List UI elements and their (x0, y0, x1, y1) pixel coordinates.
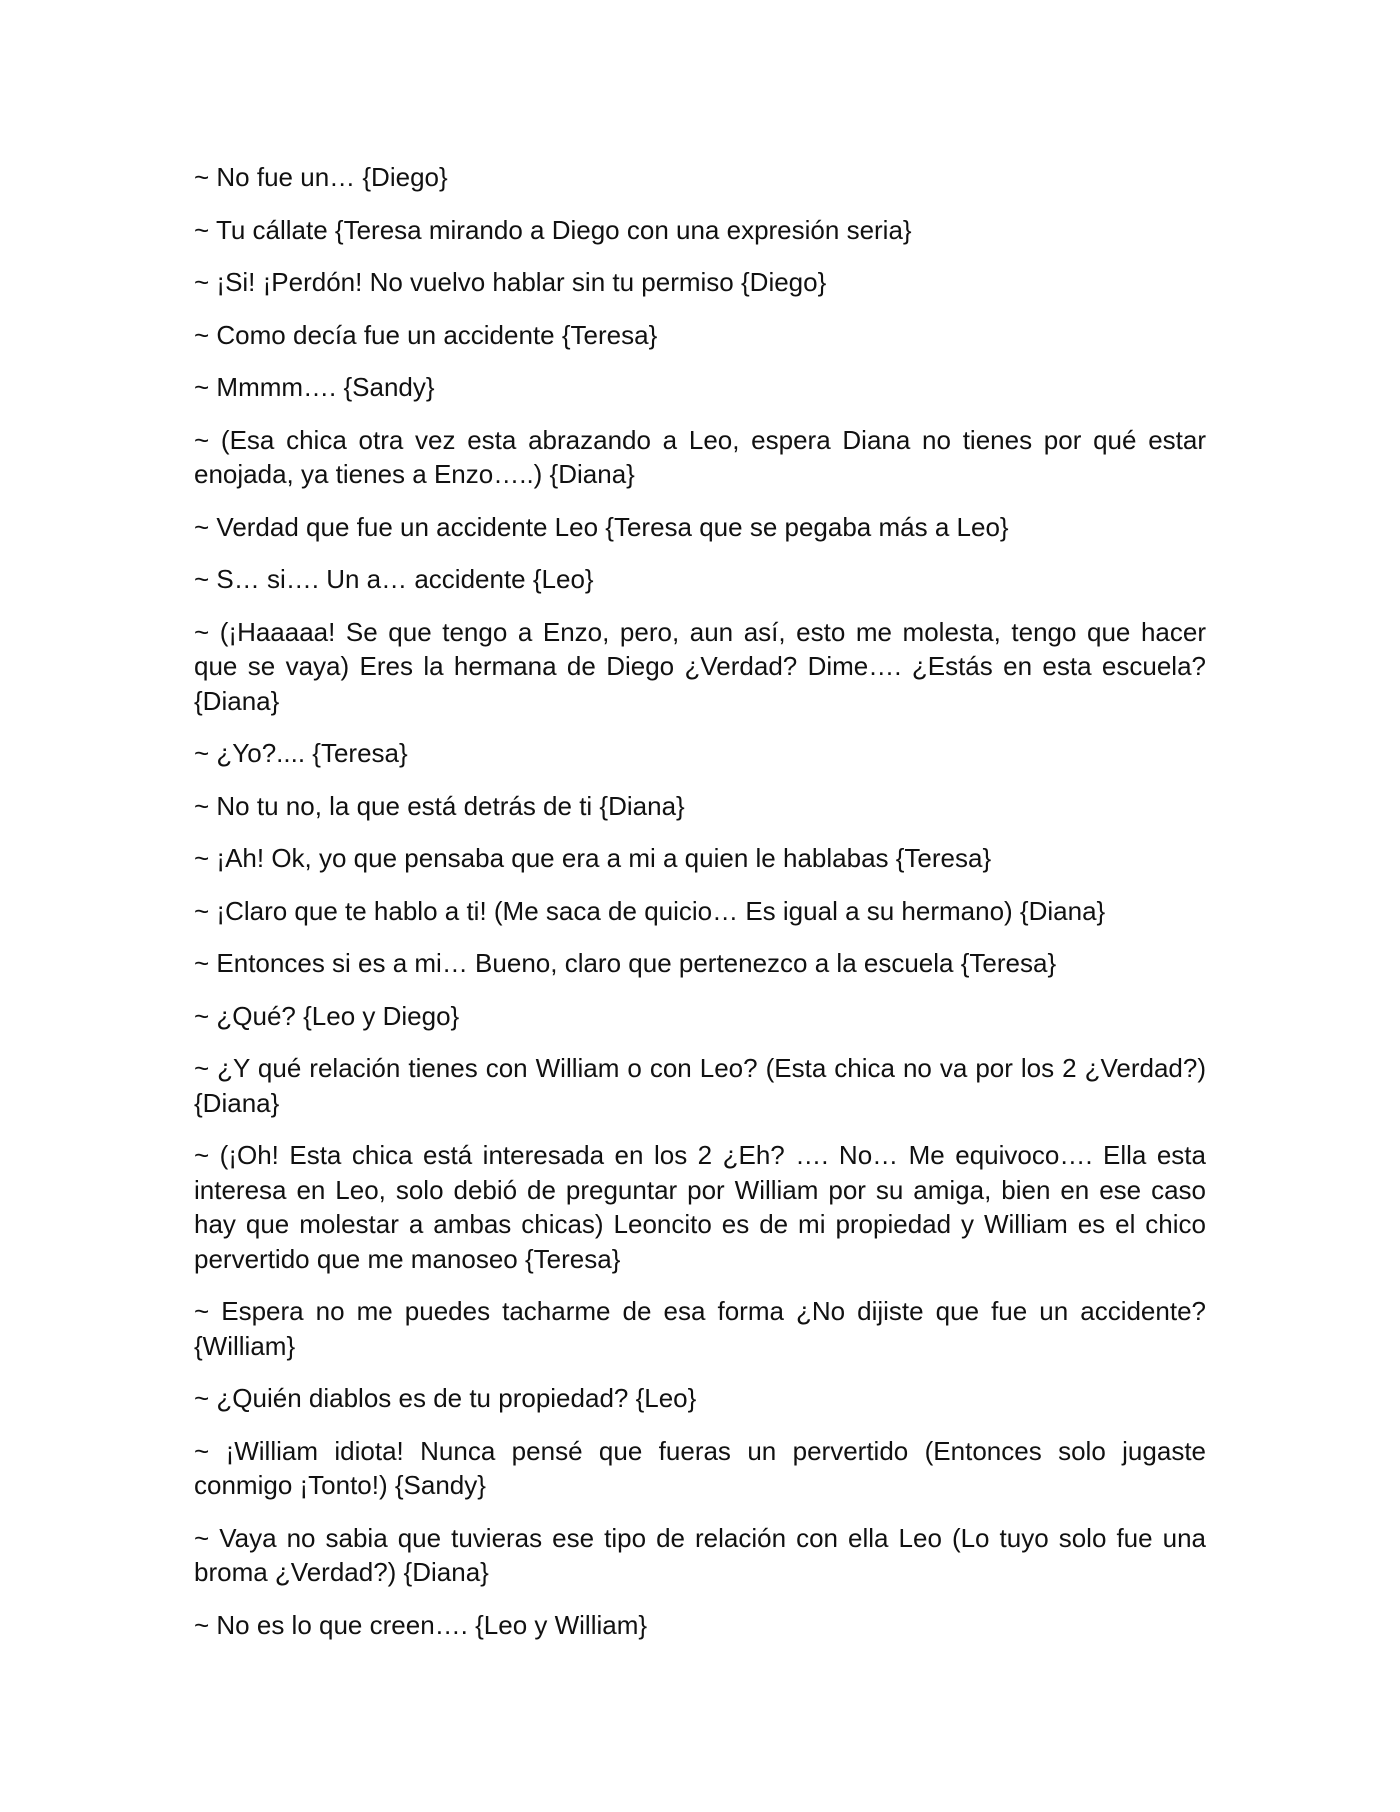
dialogue-line: ~ (¡Haaaaa! Se que tengo a Enzo, pero, aun así, esto me molesta, tengo que hacer que se vaya) Eres la hermana de Diego ¿Verdad? Dime…. ¿Estás en esta escuela? {Diana} (194, 616, 1206, 716)
dialogue-line: ~ No tu no, la que está detrás de ti {Diana} (194, 790, 685, 821)
dialogue-line: ~ Entonces si es a mi… Bueno, claro que pertenezco a la escuela {Teresa} (194, 948, 1057, 978)
dialogue-line: ~ ¡Si! ¡Perdón! No vuelvo hablar sin tu permiso {Diego} (194, 267, 827, 297)
dialogue-line: ~ ¿Quién diablos es de tu propiedad? {Leo} (194, 1383, 697, 1413)
dialogue-line: ~ ¡Ah! Ok, yo que pensaba que era a mi a quien le hablabas {Teresa} (194, 843, 992, 873)
dialogue-line: ~ No fue un… {Diego} (194, 162, 448, 192)
dialogue-line: ~ (¡Oh! Esta chica está interesada en los 2 ¿Eh? …. No… Me equivoco…. Ella esta interesa en Leo, solo debió de preguntar por William por su amiga, bien en ese caso hay que molestar a ambas chicas) Leoncito es de mi propiedad y William es el chico pervertido que me manoseo {Teresa} (194, 1140, 1206, 1274)
dialogue-line: ~ Tu cállate {Teresa mirando a Diego con una expresión seria} (194, 214, 912, 245)
dialogue-line: ~ ¡William idiota! Nunca pensé que fueras un pervertido (Entonces solo jugaste conmigo ¡Tonto!) {Sandy} (194, 1435, 1206, 1500)
dialogue-line: ~ ¿Y qué relación tienes con William o con Leo? (Esta chica no va por los 2 ¿Verdad?) {Diana} (194, 1053, 1206, 1118)
dialogue-line: ~ Vaya no sabia que tuvieras ese tipo de relación con ella Leo (Lo tuyo solo fue una broma ¿Verdad?) {Diana} (194, 1522, 1206, 1587)
dialogue-line: ~ S… si…. Un a… accidente {Leo} (194, 564, 594, 594)
dialogue-body (194, 160, 1206, 1660)
dialogue-line: ~ Espera no me puedes tacharme de esa forma ¿No dijiste que fue un accidente? {William} (194, 1296, 1206, 1361)
dialogue-line: ~ ¿Yo?.... {Teresa} (194, 738, 408, 768)
dialogue-line: ~ Como decía fue un accidente {Teresa} (194, 319, 658, 350)
dialogue-line: ~ ¡Claro que te hablo a ti! (Me saca de quicio… Es igual a su hermano) {Diana} (194, 895, 1106, 926)
dialogue-line: ~ No es lo que creen…. {Leo y William} (194, 1609, 648, 1640)
dialogue-line: ~ (Esa chica otra vez esta abrazando a Leo, espera Diana no tienes por qué estar enojada, ya tienes a Enzo…..) {Diana} (194, 424, 1206, 489)
dialogue-line: ~ Mmmm…. {Sandy} (194, 372, 435, 402)
dialogue-line: ~ Verdad que fue un accidente Leo {Teresa que se pegaba más a Leo} (194, 511, 1009, 542)
dialogue-line: ~ ¿Qué? {Leo y Diego} (194, 1000, 460, 1031)
